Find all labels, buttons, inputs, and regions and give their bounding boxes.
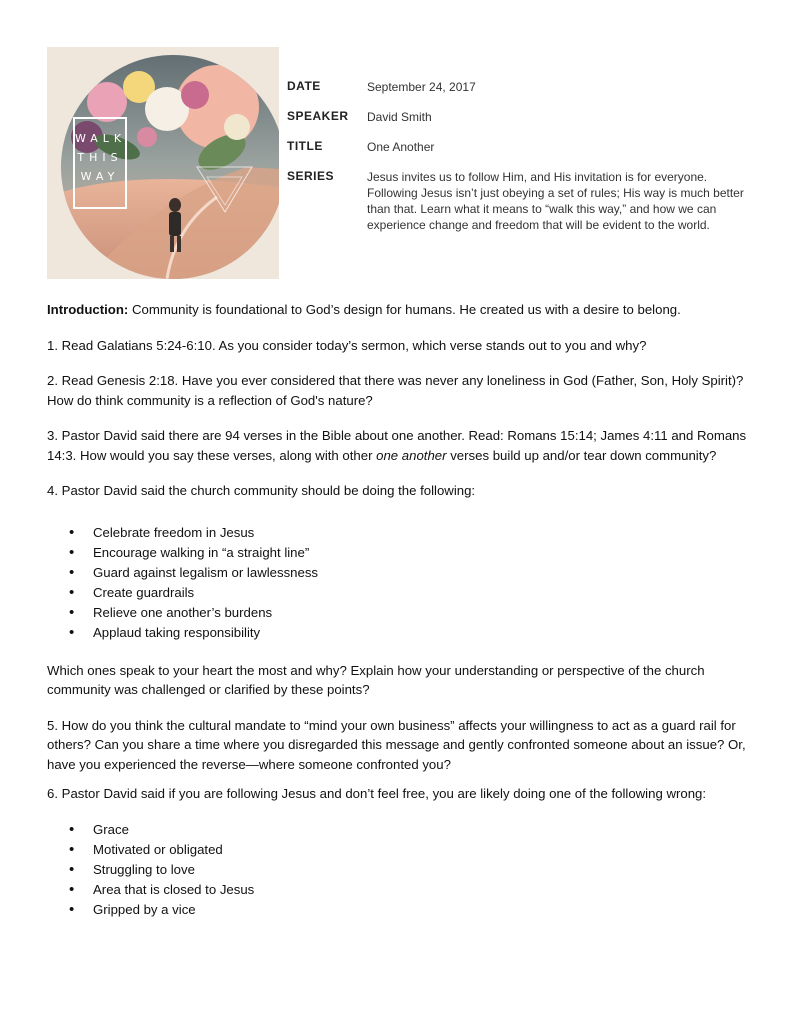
question-3-text-end: verses build up and/or tear down community? <box>446 447 717 463</box>
introduction-text: Community is foundational to God’s design for humans. He created us with a desire to belong. <box>128 302 681 317</box>
list-item: • Motivated or obligated <box>47 840 762 860</box>
list-item: • Applaud taking responsibility <box>47 623 762 643</box>
question-4: 4. Pastor David said the church community should be doing the following: <box>47 483 476 498</box>
list-item: • Create guardrails <box>47 583 762 603</box>
introduction-label: Introduction: <box>47 302 129 317</box>
introduction <box>47 300 762 320</box>
list-item: • Relieve one another’s burdens <box>47 603 762 623</box>
speaker-row <box>287 109 747 125</box>
speaker-value: David Smith <box>367 110 432 124</box>
question-4-followup: Which ones speak to your heart the most and why? Explain how your understanding or perspective of the church community was challenged or clarified by these points? <box>47 662 705 697</box>
date-value: September 24, 2017 <box>367 80 476 94</box>
series-logo-line: THIS <box>77 151 123 164</box>
date-label: DATE <box>287 79 321 93</box>
question-4-list <box>47 523 762 643</box>
series-logo-line: WALK <box>75 132 127 145</box>
question-2: 2. Read Genesis 2:18. Have you ever considered that there was never any loneliness in God (Father, Son, Holy Spirit)? How do think community is a reflection of God's nature? <box>47 373 744 408</box>
list-item: • Struggling to love <box>47 860 762 880</box>
sermon-metadata <box>287 79 747 247</box>
series-logo <box>73 117 127 209</box>
list-item: • Celebrate freedom in Jesus <box>47 523 762 543</box>
list-item: • Guard against legalism or lawlessness <box>47 563 762 583</box>
date-row <box>287 79 747 95</box>
discussion-questions <box>47 300 762 936</box>
title-label: TITLE <box>287 139 323 153</box>
series-artwork <box>47 47 279 279</box>
question-6-list <box>47 820 762 920</box>
series-label: SERIES <box>287 169 335 183</box>
series-row <box>287 169 747 233</box>
question-3-emphasis: one another <box>376 447 447 463</box>
speaker-label: SPEAKER <box>287 109 349 123</box>
title-row <box>287 139 747 155</box>
question-1: 1. Read Galatians 5:24-6:10. As you consider today’s sermon, which verse stands out to you and why? <box>47 337 647 353</box>
series-description: Jesus invites us to follow Him, and His invitation is for everyone. Following Jesus isn’t just obeying a set of rules; His way is much better than that. Learn what it means to “walk this way,” and how we can experience change and freedom that will be evident to the world. <box>367 170 744 232</box>
title-value: One Another <box>367 140 435 154</box>
question-6: 6. Pastor David said if you are following Jesus and don’t feel free, you are likely doing one of the following wrong: <box>47 786 707 801</box>
question-5: 5. How do you think the cultural mandate to “mind your own business” affects your willingness to act as a guard rail for others? Can you share a time where you disregarded this message and gently confronted someone about an issue? Or, have you experienced the reverse—where someone confronted you? <box>47 717 746 772</box>
list-item: • Encourage walking in “a straight line” <box>47 543 762 563</box>
list-item: • Gripped by a vice <box>47 900 762 920</box>
question-3-text: 3. Pastor David said there are 94 verses in the Bible about one another. Read: Romans 15:14; James 4:11 and Romans 14:3. How would you say these verses, along with other <box>47 428 747 463</box>
series-logo-line: WAY <box>80 170 120 183</box>
question-3 <box>47 426 762 465</box>
list-item: • Area that is closed to Jesus <box>47 880 762 900</box>
list-item: • Grace <box>47 820 762 840</box>
